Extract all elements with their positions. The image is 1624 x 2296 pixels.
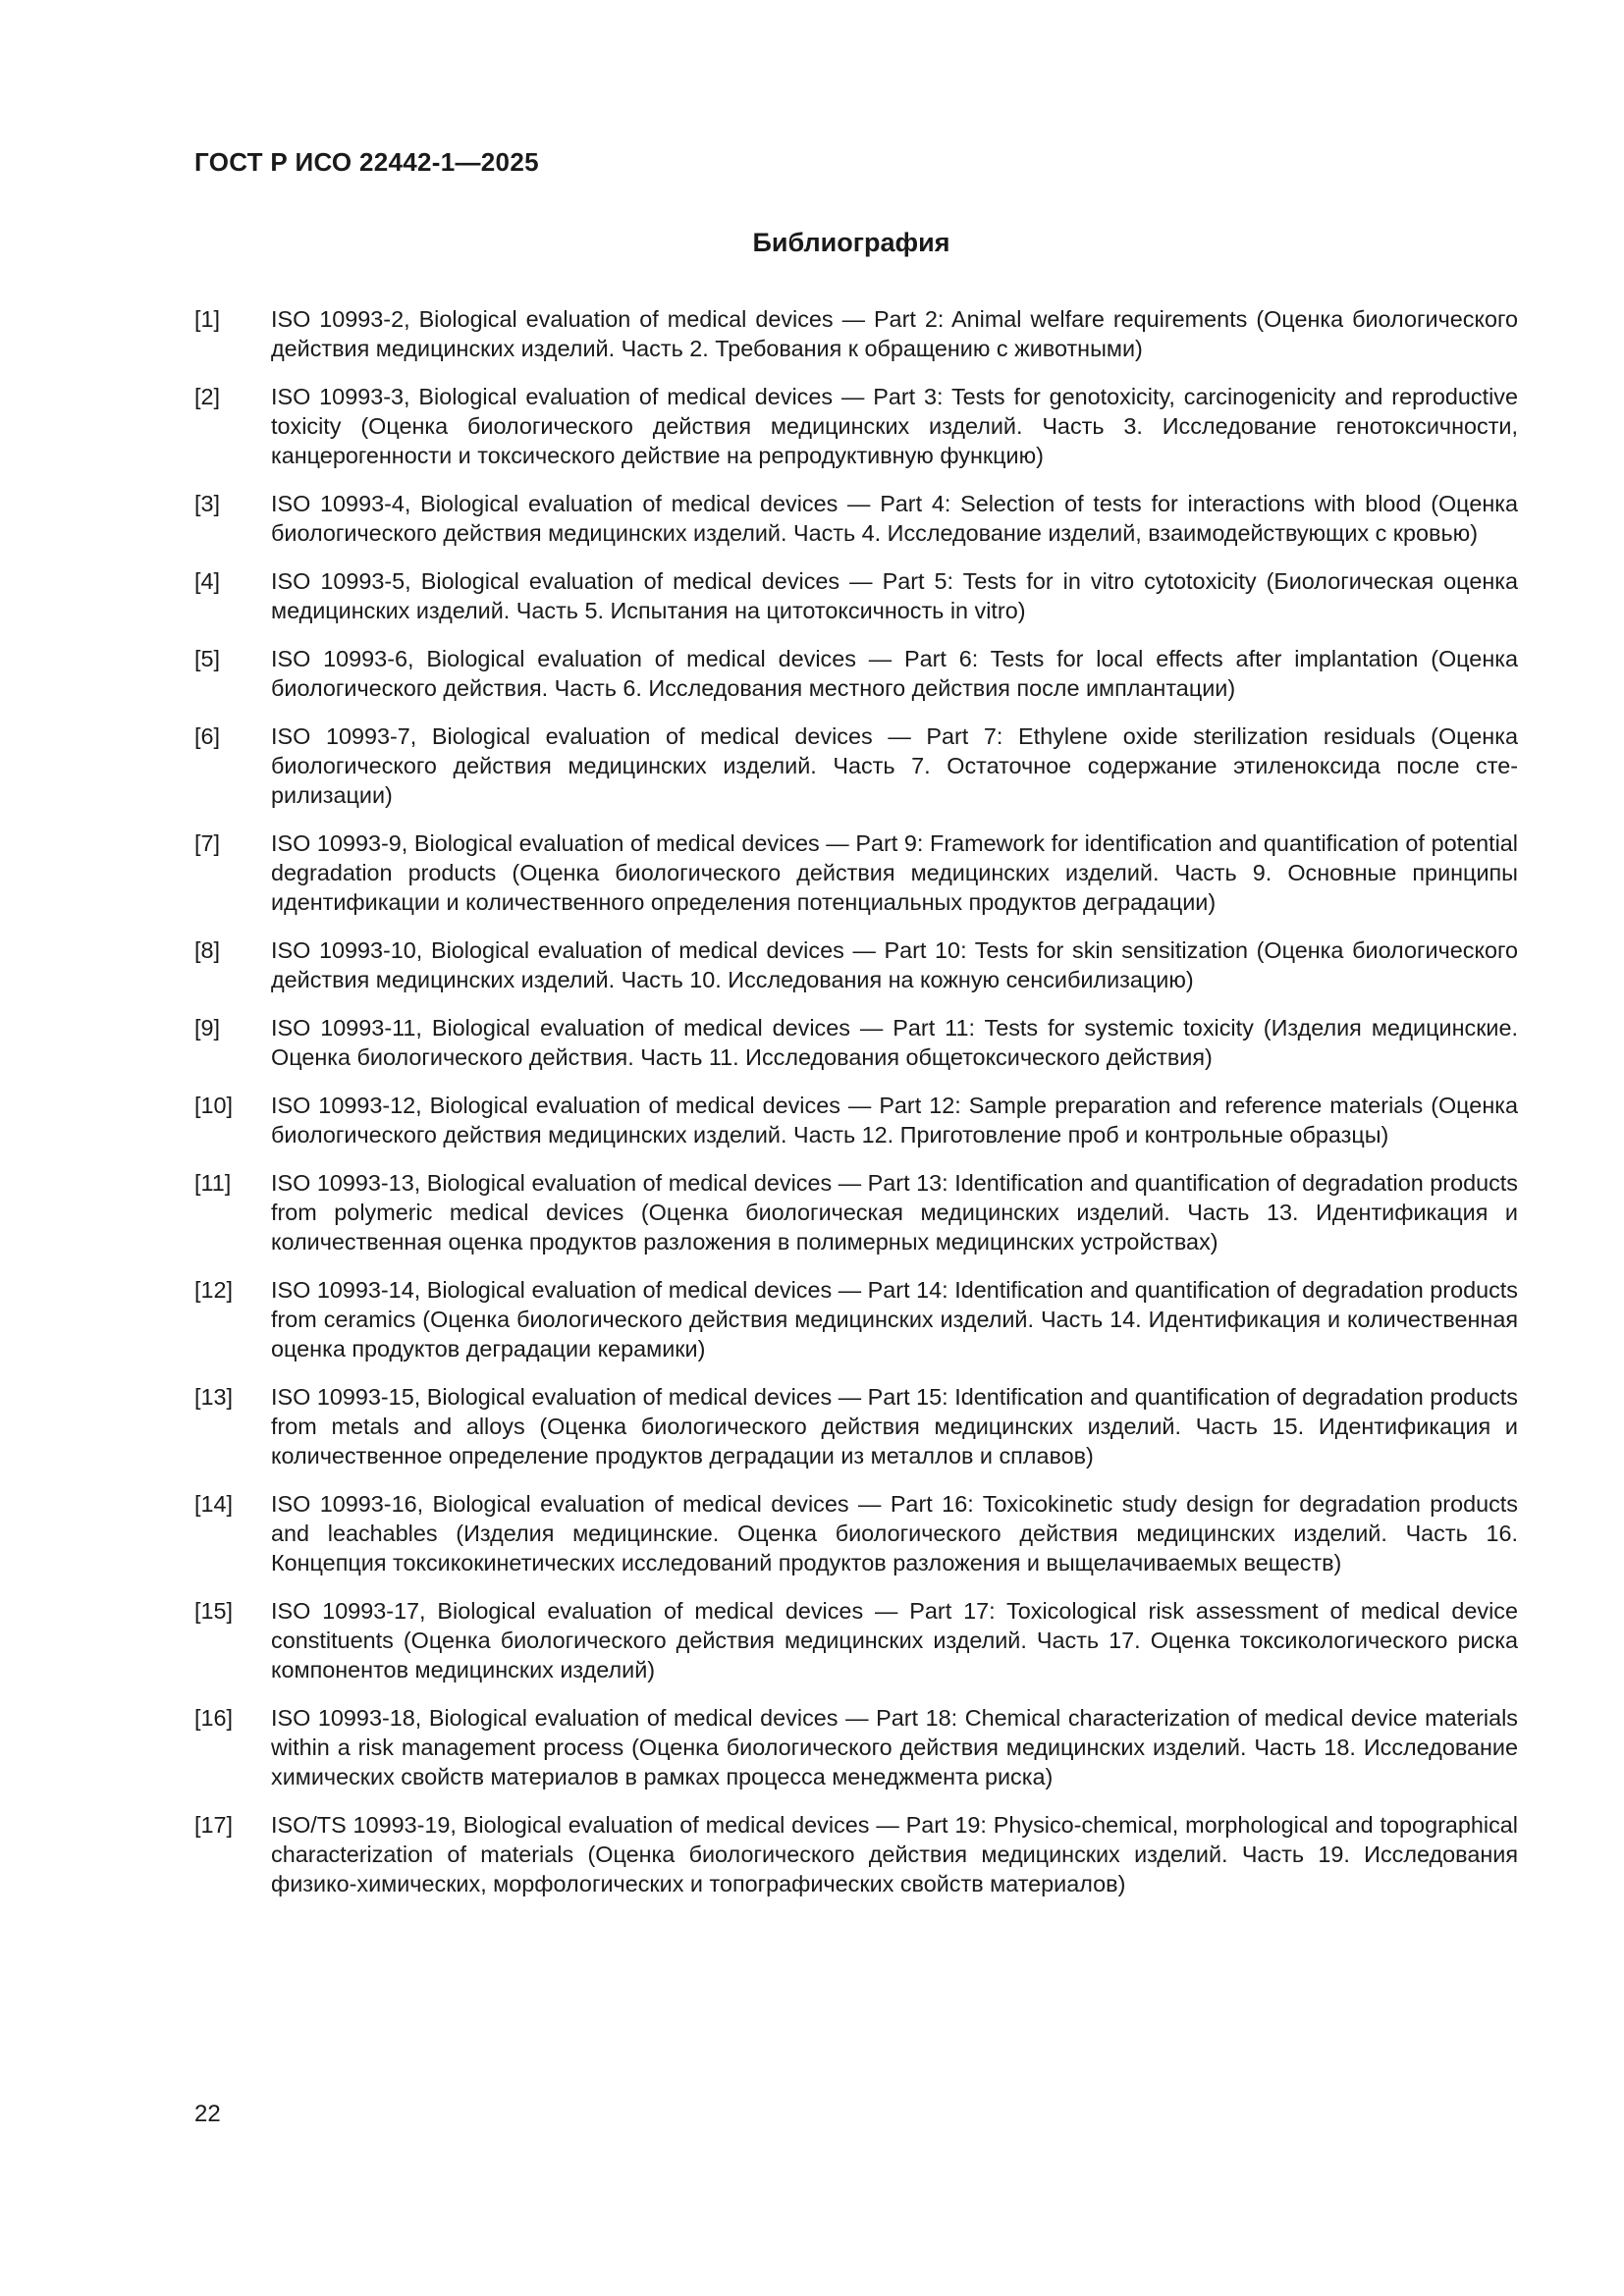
bibliography-entry	[194, 382, 1518, 470]
bibliography-number: [14]	[194, 1491, 234, 1517]
bibliography-number: [2]	[194, 384, 221, 409]
bibliography-entry	[194, 1091, 1518, 1149]
bibliography-text: ISO 10993-15, Biological evaluation of medical devices — Part 15: Identification and quantification of degradation products from metals and alloys (Оценка биологического действия медицинских изделий. Часть 15. Идентификация и количественное определение продуктов деградации из металлов и сплавов)	[271, 1384, 1518, 1468]
bibliography-number: [4]	[194, 568, 221, 594]
bibliography-entry	[194, 304, 1518, 363]
bibliography-entry	[194, 721, 1518, 810]
bibliography-number: [17]	[194, 1812, 234, 1838]
bibliography-text: ISO 10993-10, Biological evaluation of medical devices — Part 10: Tests for skin sensitization (Оценка биологического действия медицинских изделий. Часть 10. Исследования на кожную сенсибилизацию)	[271, 937, 1518, 992]
bibliography-number: [8]	[194, 937, 221, 963]
bibliography-text: ISO 10993-9, Biological evaluation of medical devices — Part 9: Framework for identification and quantification of potential degradation products (Оценка биологического действия медицинских изделий. Часть 9. Основные принципы идентификации и количественного определения потенциальных продуктов деградации)	[271, 830, 1518, 915]
bibliography-number: [13]	[194, 1384, 234, 1410]
bibliography-text: ISO 10993-4, Biological evaluation of medical devices — Part 4: Selection of tests for interactions with blood (Оценка биологического действия медицинских изделий. Часть 4. Исследование изделий, взаимодействующих с кровью)	[271, 491, 1518, 546]
bibliography-entry	[194, 935, 1518, 994]
bibliography-entry	[194, 828, 1518, 917]
bibliography-text: ISO 10993-16, Biological evaluation of medical devices — Part 16: Toxicokinetic study design for degradation products and leachables (Изделия медицинские. Оценка биологического действия медицинских изделий. Часть 16. Концепция токсикокинетических исследований продуктов разложения и выщелачиваемых веществ)	[271, 1491, 1518, 1575]
bibliography-number: [3]	[194, 491, 221, 516]
bibliography-number: [11]	[194, 1170, 232, 1196]
bibliography-entry	[194, 644, 1518, 703]
bibliography-number: [7]	[194, 830, 221, 856]
bibliography-text: ISO 10993-7, Biological evaluation of medical devices — Part 7: Ethylene oxide sterilization residuals (Оценка биологического действия медицинских изделий. Часть 7. Остаточное содержание этиленоксида после стерилизации)	[271, 723, 1518, 808]
bibliography-entry	[194, 1703, 1518, 1791]
bibliography-number: [6]	[194, 723, 221, 749]
bibliography-number: [15]	[194, 1598, 234, 1624]
bibliography-number: [12]	[194, 1277, 234, 1303]
bibliography-entry	[194, 1596, 1518, 1684]
bibliography-number: [9]	[194, 1015, 221, 1041]
bibliography-text: ISO 10993-11, Biological evaluation of medical devices — Part 11: Tests for systemic toxicity (Изделия медицинские. Оценка биологического действия. Часть 11. Исследования общетоксического действия)	[271, 1015, 1518, 1070]
bibliography-text: ISO 10993-6, Biological evaluation of medical devices — Part 6: Tests for local effects after implantation (Оценка биологического действия. Часть 6. Исследования местного действия после имплантации)	[271, 646, 1518, 701]
standard-code-header: ГОСТ Р ИСО 22442-1—2025	[194, 147, 539, 177]
bibliography-entry	[194, 1810, 1518, 1898]
bibliography-text: ISO 10993-5, Biological evaluation of medical devices — Part 5: Tests for in vitro cytotoxicity (Биологическая оценка медицинских изделий. Часть 5. Испытания на цитотоксичность in vitro)	[271, 568, 1518, 623]
bibliography-number: [16]	[194, 1705, 234, 1731]
bibliography-entry	[194, 1489, 1518, 1577]
bibliography-list	[194, 304, 1518, 1917]
bibliography-number: [10]	[194, 1093, 234, 1118]
bibliography-text: ISO 10993-13, Biological evaluation of medical devices — Part 13: Identification and quantification of degradation products from polymeric medical devices (Оценка биологическая медицинских изделий. Часть 13. Идентификация и количественная оценка продуктов разложения в полимерных медицинских устройствах)	[271, 1170, 1518, 1255]
bibliography-entry	[194, 489, 1518, 548]
bibliography-text: ISO 10993-12, Biological evaluation of medical devices — Part 12: Sample preparation and reference materials (Оценка биологического действия медицинских изделий. Часть 12. Приготовление проб и контрольные образцы)	[271, 1093, 1518, 1148]
bibliography-entry	[194, 566, 1518, 625]
bibliography-number: [5]	[194, 646, 221, 671]
bibliography-text: ISO 10993-3, Biological evaluation of medical devices — Part 3: Tests for genotoxicity, carcinogenicity and reproductive toxicity (Оценка биологического действия медицинских изделий. Часть 3. Исследование генотоксичности, канцерогенности и токсического действие на репродуктивную функцию)	[271, 384, 1518, 468]
bibliography-text: ISO 10993-2, Biological evaluation of medical devices — Part 2: Animal welfare requirements (Оценка биологического действия медицинских изделий. Часть 2. Требования к обращению с животными)	[271, 306, 1518, 361]
bibliography-entry	[194, 1168, 1518, 1256]
bibliography-text: ISO 10993-18, Biological evaluation of medical devices — Part 18: Chemical characterization of medical device materials within a risk management process (Оценка биологического действия медицинских изделий. Часть 18. Исследование химических свойств материалов в рамках процесса менеджмента риска)	[271, 1705, 1518, 1789]
page-number: 22	[194, 2101, 221, 2127]
bibliography-text: ISO 10993-14, Biological evaluation of medical devices — Part 14: Identification and quantification of degradation products from ceramics (Оценка биологического действия медицинских изделий. Часть 14. Идентификация и количественная оценка продуктов деградации керамики)	[271, 1277, 1518, 1362]
bibliography-text: ISO/TS 10993-19, Biological evaluation of medical devices — Part 19: Physico-chemical, morphological and topographical characterization of materials (Оценка биологического действия медицинских изделий. Часть 19. Исследования физико-химических, морфологических и топографических свойств материалов)	[271, 1812, 1518, 1896]
bibliography-entry	[194, 1275, 1518, 1363]
section-title: Библиография	[752, 228, 950, 257]
bibliography-entry	[194, 1013, 1518, 1072]
bibliography-entry	[194, 1382, 1518, 1470]
bibliography-text: ISO 10993-17, Biological evaluation of medical devices — Part 17: Toxicological risk assessment of medical device constituents (Оценка биологического действия медицинских изделий. Часть 17. Оценка токсикологического риска компонентов медицинских изделий)	[271, 1598, 1518, 1682]
bibliography-number: [1]	[194, 306, 221, 332]
